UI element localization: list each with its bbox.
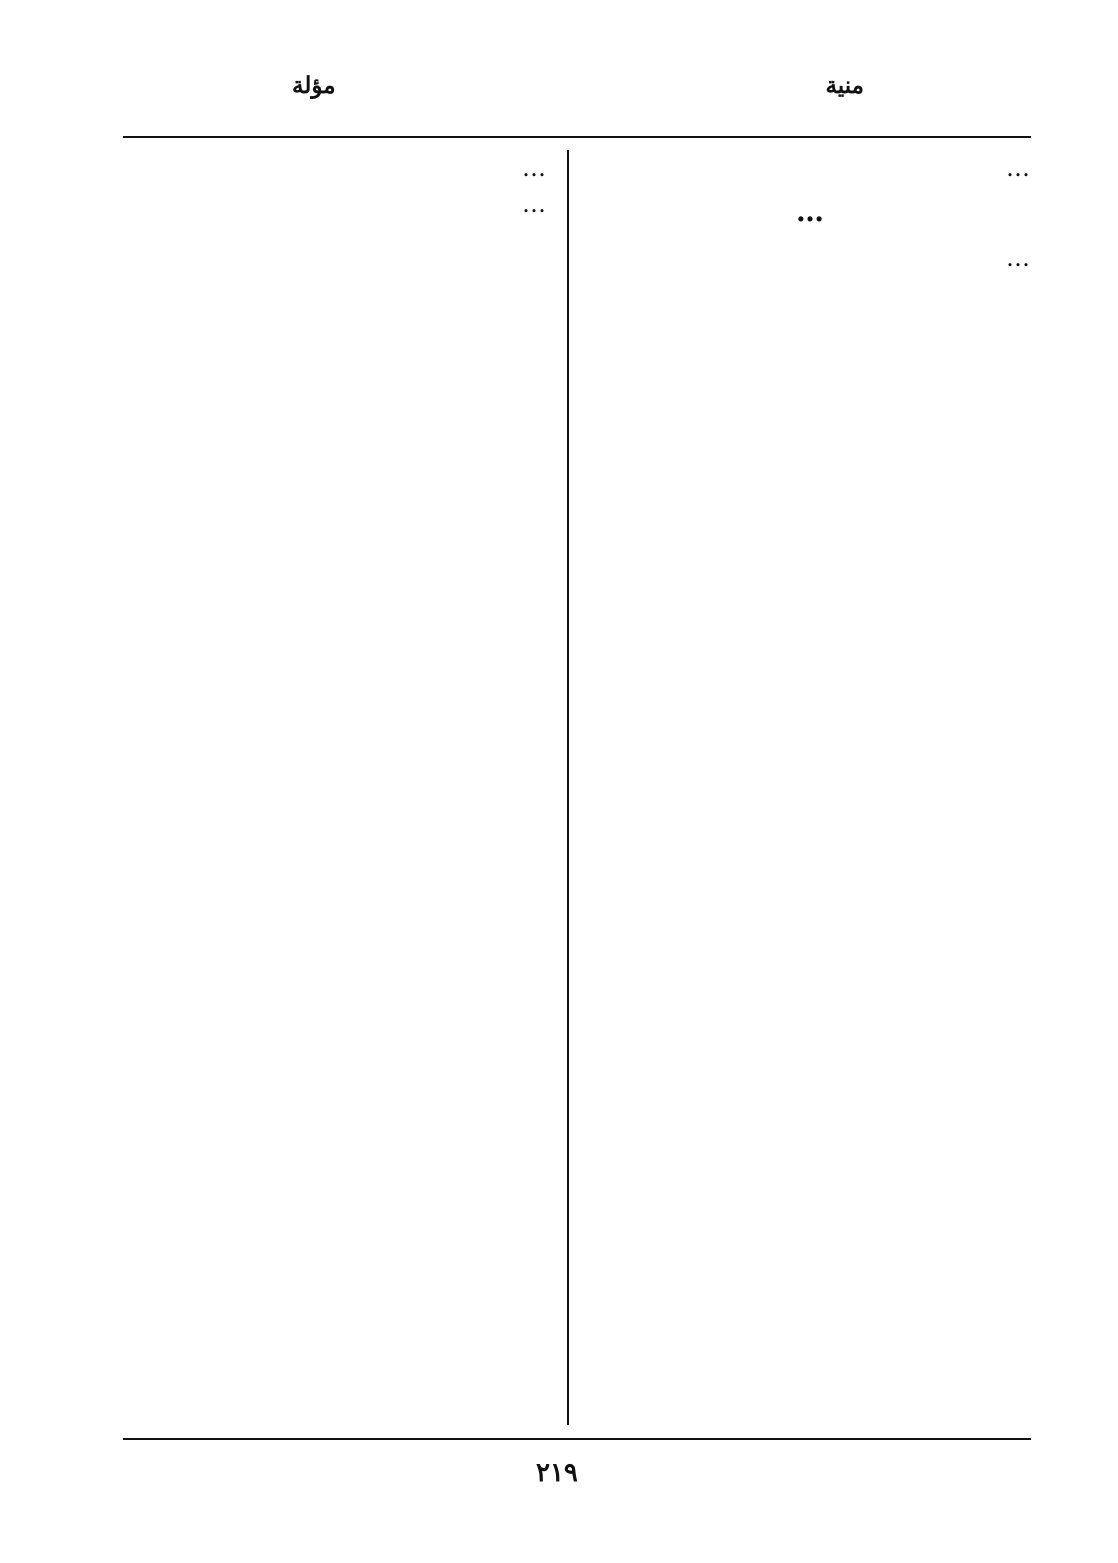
right-line-text: … bbox=[1006, 244, 1030, 272]
column-divider bbox=[567, 150, 569, 1425]
left-column bbox=[104, 150, 546, 222]
right-line bbox=[590, 240, 1030, 276]
top-rule bbox=[123, 136, 1031, 138]
left-line bbox=[104, 186, 546, 222]
bottom-rule bbox=[123, 1438, 1031, 1440]
page-header-right: منية bbox=[825, 72, 864, 99]
right-line bbox=[590, 150, 1030, 186]
page-header-left: مؤلة bbox=[292, 72, 336, 99]
right-column bbox=[590, 150, 1030, 276]
left-line-text: … bbox=[522, 154, 546, 182]
left-line bbox=[104, 150, 546, 186]
page-number: ٢١٩ bbox=[536, 1458, 578, 1488]
section-title: … bbox=[796, 195, 824, 228]
left-line-text: … bbox=[522, 190, 546, 218]
right-line-text: … bbox=[1006, 154, 1030, 182]
